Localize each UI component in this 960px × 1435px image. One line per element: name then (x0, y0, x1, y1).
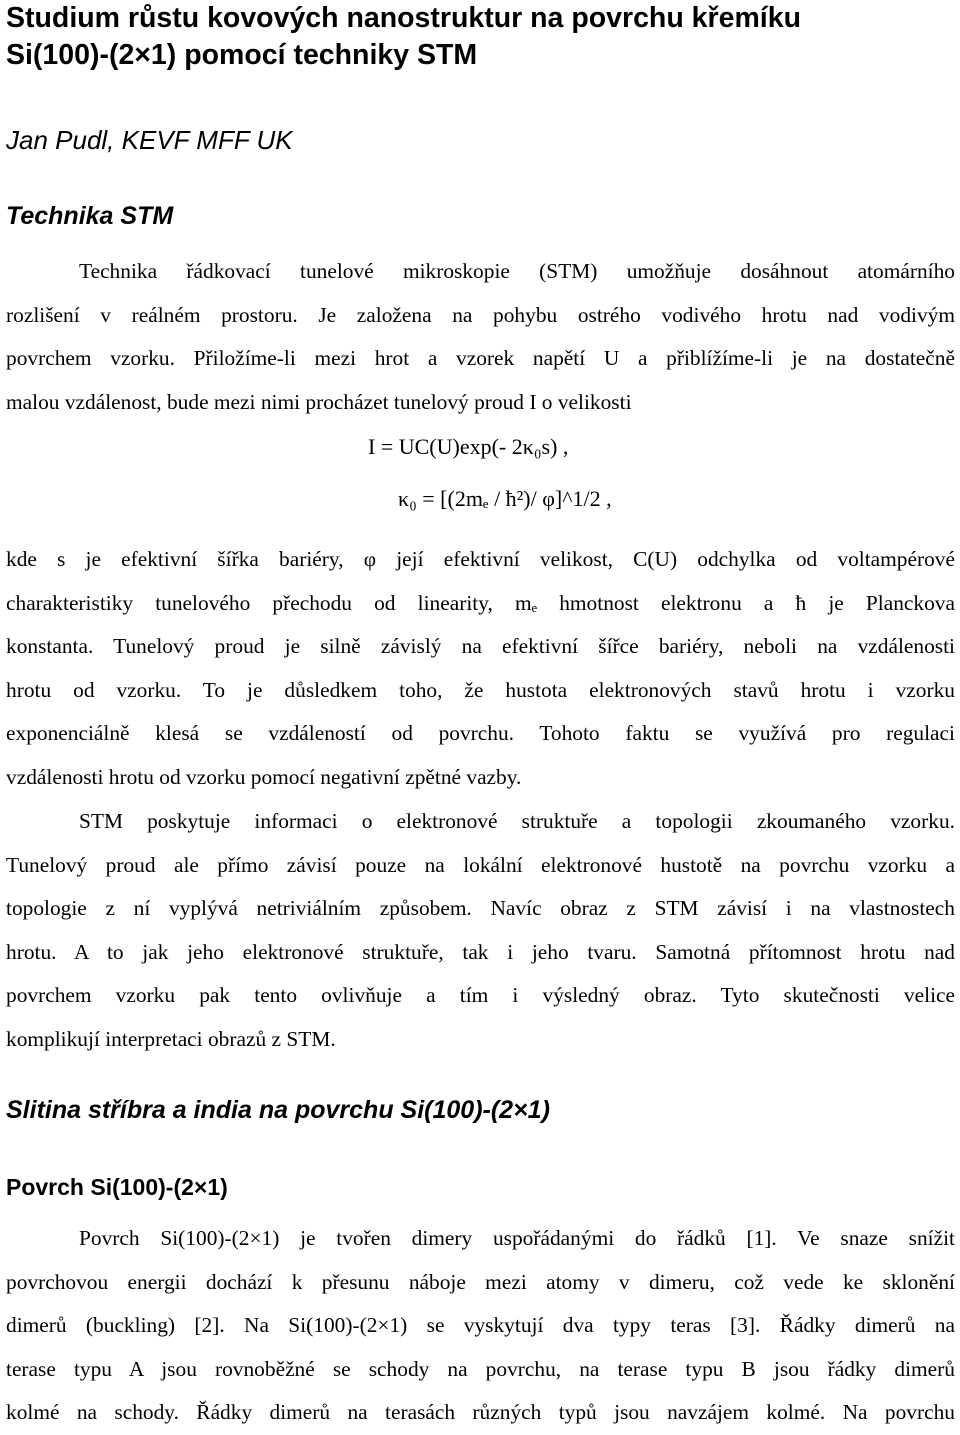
text-line: Technika řádkovací tunelové mikroskopie (STM) umožňuje dosáhnout atomárního (79, 259, 955, 283)
text-line: exponenciálně klesá se vzdáleností od povrchu. Tohoto faktu se využívá pro regulaci (6, 721, 955, 746)
section-heading-slitina: Slitina stříbra a india na povrchu Si(100)-(2×1) (6, 1096, 550, 1124)
text-line: povrchem vzorku pak tento ovlivňuje a tím i výsledný obraz. Tyto skutečnosti velice (6, 983, 955, 1008)
text-line: kolmé na schody. Řádky dimerů na terasách různých typů jsou navzájem kolmé. Na povrchu (6, 1400, 955, 1425)
paragraph-stm-information (6, 800, 955, 1062)
paragraph-si-surface (6, 1217, 955, 1435)
text-line: Povrch Si(100)-(2×1) je tvořen dimery uspořádanými do řádků [1]. Ve snaze snížit (79, 1226, 955, 1250)
text-line: hrotu. A to jak jeho elektronové struktuře, tak i jeho tvaru. Samotná přítomnost hrotu nad (6, 939, 955, 964)
text-line: povrchem vzorku. Přiložíme-li mezi hrot a vzorek napětí U a přiblížíme-li je na dostatečně (6, 346, 955, 371)
equation-kappa (398, 486, 612, 512)
equation-2-text: κ₀ = [(2mₑ / ħ²)/ φ]^1/2 , (398, 486, 612, 511)
section-heading-technika-stm: Technika STM (6, 202, 174, 230)
text-line: kde s je efektivní šířka bariéry, φ její efektivní velikost, C(U) odchylka od voltampérové (6, 547, 955, 571)
subsection-heading-povrch: Povrch Si(100)-(2×1) (6, 1174, 228, 1200)
title-line-1: Studium růstu kovových nanostruktur na povrchu křemíku (6, 2, 801, 34)
text-line: povrchovou energii dochází k přesunu náboje mezi atomy v dimeru, což vede ke sklonění (6, 1269, 955, 1294)
equation-1-text: I = UC(U)exp(- 2κ₀s) , (368, 434, 569, 459)
text-line: Tunelový proud ale přímo závisí pouze na lokální elektronové hustotě na povrchu vzorku a (6, 852, 955, 877)
text-line: terase typu A jsou rovnoběžné se schody na povrchu, na terase typu B jsou řádky dimerů (6, 1356, 955, 1381)
text-line: vzdálenosti hrotu od vzorku pomocí negativní zpětné vazby. (6, 764, 522, 789)
text-line: komplikují interpretaci obrazů z STM. (6, 1026, 336, 1051)
author-line: Jan Pudl, KEVF MFF UK (6, 125, 293, 155)
text-line: konstanta. Tunelový proud je silně závislý na efektivní šířce bariéry, neboli na vzdálenosti (6, 634, 955, 659)
paper-title (6, 0, 956, 74)
title-line-2: Si(100)-(2×1) pomocí techniky STM (6, 39, 478, 71)
text-line: dimerů (buckling) [2]. Na Si(100)-(2×1) se vyskytují dva typy teras [3]. Řádky dimerů na (6, 1313, 955, 1338)
paragraph-stm-intro (6, 250, 955, 424)
text-line: topologie z ní vyplývá netriviálním způsobem. Navíc obraz z STM závisí i na vlastnostech (6, 896, 955, 921)
text-line: STM poskytuje informaci o elektronové struktuře a topologii zkoumaného vzorku. (79, 809, 955, 833)
equation-tunnel-current (368, 434, 568, 460)
paragraph-definitions (6, 538, 955, 800)
text-line: rozlišení v reálném prostoru. Je založena na pohybu ostrého vodivého hrotu nad vodivým (6, 302, 955, 327)
text-line: hrotu od vzorku. To je důsledkem toho, že hustota elektronových stavů hrotu i vzorku (6, 677, 955, 702)
text-line: malou vzdálenost, bude mezi nimi procházet tunelový proud I o velikosti (6, 389, 632, 414)
text-line: charakteristiky tunelového přechodu od linearity, mₑ hmotnost elektronu a ħ je Planckova (6, 590, 955, 615)
